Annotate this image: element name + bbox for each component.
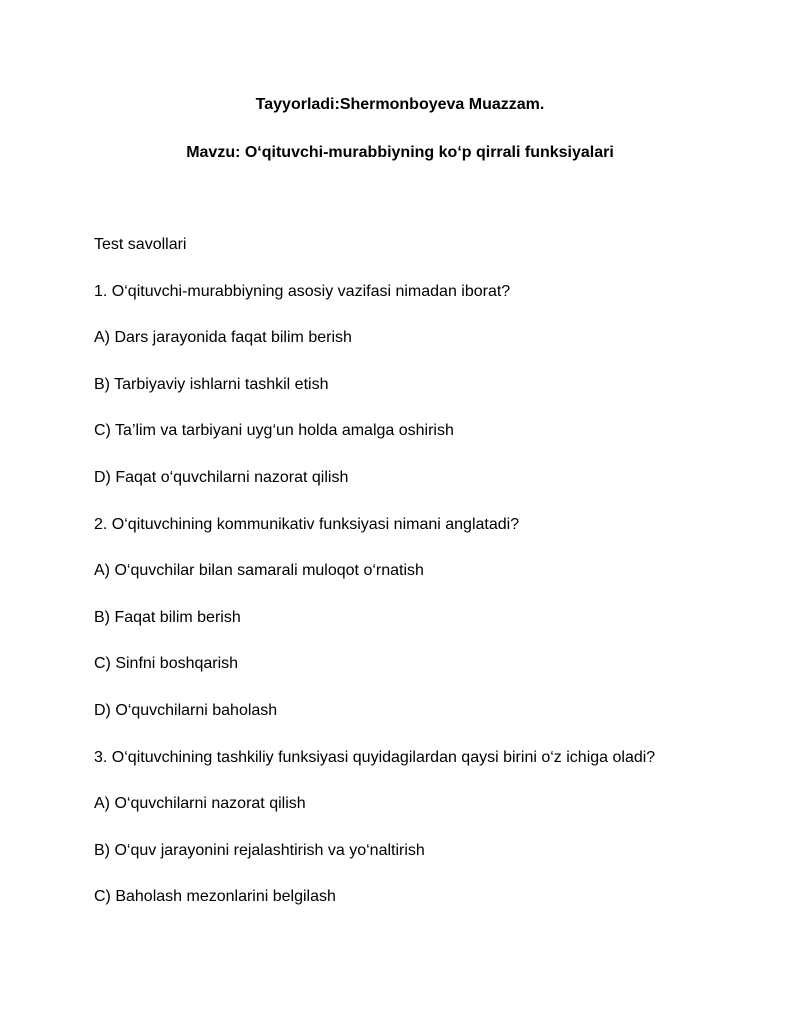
- answer-option: B) Faqat bilim berish: [94, 608, 241, 626]
- topic-line: Mavzu: O‘qituvchi-murabbiyning ko‘p qirrali funksiyalari: [186, 144, 614, 161]
- question-text: 2. O‘qituvchining kommunikativ funksiyasi nimani anglatadi?: [94, 515, 520, 533]
- answer-option: B) O‘quv jarayonini rejalashtirish va yo‘naltirish: [94, 841, 425, 859]
- answer-option: D) O‘quvchilarni baholash: [94, 701, 278, 719]
- answer-option: C) Baholash mezonlarini belgilash: [94, 888, 336, 906]
- answer-option: D) Faqat o‘quvchilarni nazorat qilish: [94, 468, 349, 486]
- answer-option: B) Tarbiyaviy ishlarni tashkil etish: [94, 375, 329, 393]
- answer-option: A) O‘quvchilar bilan samarali muloqot o‘rnatish: [94, 562, 424, 580]
- question-text: 1. O‘qituvchi-murabbiyning asosiy vazifasi nimadan iborat?: [94, 282, 511, 300]
- test-content: [94, 235, 734, 934]
- question-block: [94, 515, 734, 748]
- answer-option: C) Sinfni boshqarish: [94, 655, 239, 673]
- question-block: [94, 282, 734, 515]
- question-block: [94, 748, 734, 934]
- question-text: 3. O‘qituvchining tashkiliy funksiyasi quyidagilardan qaysi birini o‘z ichiga oladi?: [94, 748, 656, 766]
- section-title: Test savollari: [94, 236, 187, 253]
- answer-option: A) O‘quvchilarni nazorat qilish: [94, 795, 306, 813]
- answer-option: A) Dars jarayonida faqat bilim berish: [94, 329, 352, 347]
- author-line: Tayyorladi:Shermonboyeva Muazzam.: [255, 96, 545, 113]
- answer-option: C) Ta’lim va tarbiyani uyg‘un holda amalga oshirish: [94, 422, 454, 440]
